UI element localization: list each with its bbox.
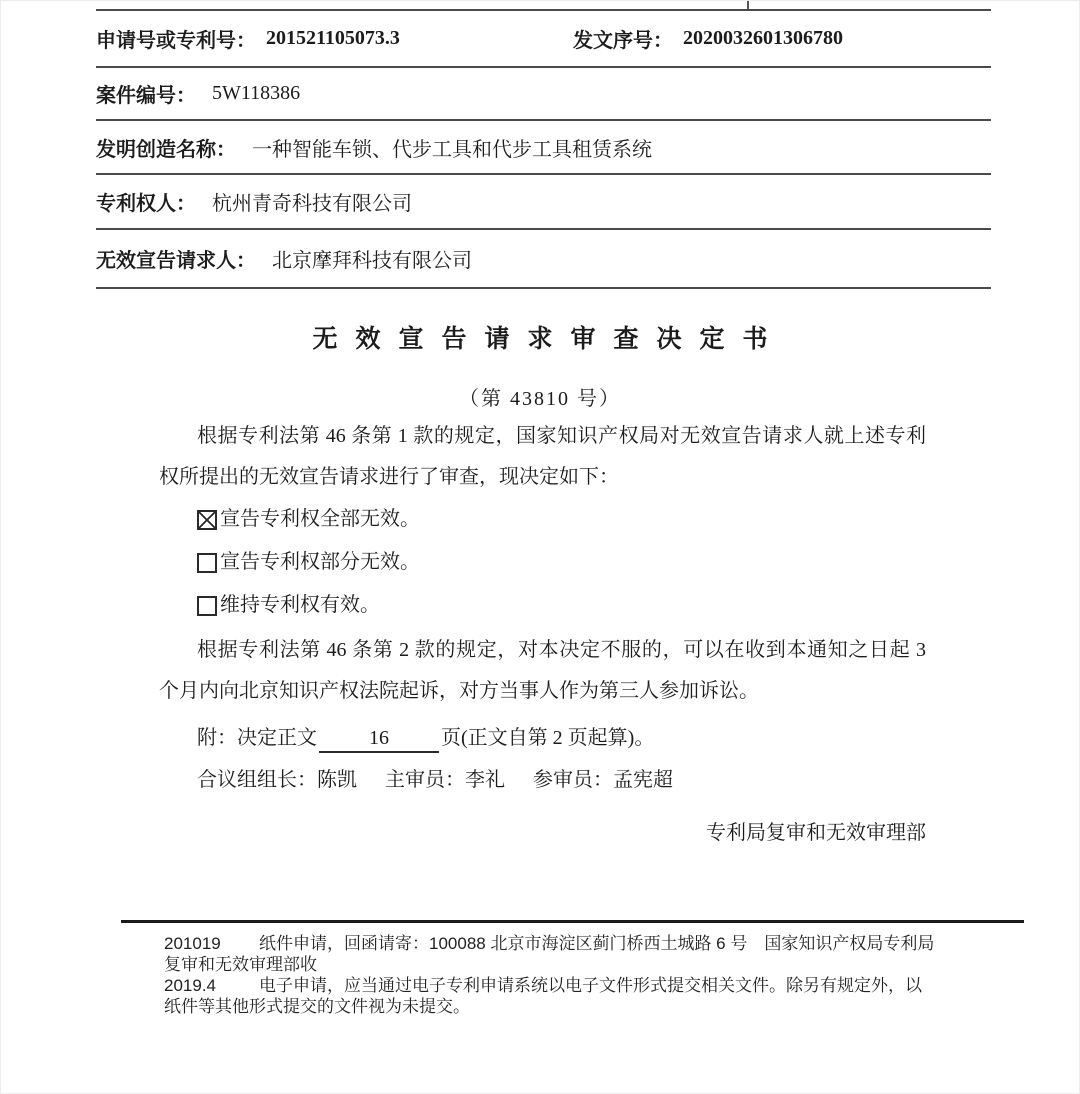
- option-checkbox: [197, 596, 217, 616]
- attachment-page-count: 16: [319, 725, 439, 753]
- header-row-patentee: [96, 175, 991, 230]
- panel-chief: 合议组组长：陈凯: [197, 769, 357, 791]
- document-title: 无效宣告请求审查决定书: [312, 326, 786, 353]
- header-row-application-number: [96, 11, 991, 68]
- footer-note-line: [164, 975, 1004, 996]
- case-number-value: 5W118386: [212, 82, 301, 104]
- footer-note-text: 纸件申请，回函请寄：100088 北京市海淀区蓟门桥西土城路 6 号 国家知识产权局专利局: [259, 934, 935, 953]
- attachment-prefix: 附：决定正文: [197, 727, 317, 749]
- document-body: [159, 416, 926, 854]
- footer-note-text: 纸件等其他形式提交的文件视为未提交。: [164, 997, 470, 1016]
- option-label: 维持专利权有效。: [220, 594, 380, 616]
- issuing-department-signature: 专利局复审和无效审理部: [706, 822, 926, 844]
- paragraph-decision-basis: 根据专利法第 46 条第 1 款的规定，国家知识产权局对无效宣告请求人就上述专利权所提出的无效宣告请求进行了审查，现决定如下：: [159, 425, 926, 488]
- invention-title-label: 发明创造名称：: [96, 138, 236, 161]
- petitioner-value: 北京摩拜科技有限公司: [272, 250, 472, 272]
- header-row-petitioner: [96, 230, 991, 289]
- petitioner-label: 无效宣告请求人：: [96, 250, 256, 272]
- decision-number: （第 43810 号）: [459, 388, 621, 410]
- attachment-line: [159, 717, 926, 760]
- footer-note-text: 复审和无效审理部收: [164, 955, 317, 974]
- patentee-value: 杭州青奇科技有限公司: [212, 193, 412, 215]
- decision-options-list: [159, 498, 926, 627]
- option-label: 宣告专利权全部无效。: [220, 508, 420, 530]
- footer-note-date: 2019.4: [164, 976, 216, 995]
- option-row: [197, 541, 926, 584]
- footer-note-electronic: [164, 975, 1004, 1017]
- footer-note-line: [164, 996, 1004, 1017]
- case-number-label: 案件编号：: [96, 85, 196, 107]
- footer-note-paper: [164, 933, 1004, 975]
- invention-title-value: 一种智能车锁、代步工具和代步工具租赁系统: [252, 138, 652, 161]
- footer-note-date: 201019: [164, 934, 221, 953]
- panel-examiner: 主审员：李礼: [385, 769, 505, 791]
- dispatch-number-pair: [573, 11, 843, 66]
- document-header-table: [96, 9, 991, 289]
- footer-note-line: [164, 954, 1004, 975]
- option-row: [197, 584, 926, 627]
- option-label: 宣告专利权部分无效。: [220, 551, 420, 573]
- option-row: [197, 498, 926, 541]
- dispatch-number-value: 2020032601306780: [683, 27, 843, 49]
- footer-note-text: 电子申请，应当通过电子专利申请系统以电子文件形式提交相关文件。除另有规定外，以: [259, 976, 922, 995]
- panel-members-line: [159, 760, 926, 801]
- attachment-suffix: 页(正文自第 2 页起算)。: [441, 727, 655, 749]
- footer-divider-rule: [121, 920, 1024, 923]
- header-row-invention-title: [96, 121, 991, 175]
- footer-notes: [164, 933, 1004, 1017]
- patentee-label: 专利权人：: [96, 193, 196, 215]
- application-number-value: 201521105073.3: [266, 27, 400, 49]
- option-checkbox: [197, 510, 217, 530]
- header-row-case-number: [96, 68, 991, 121]
- option-checkbox: [197, 553, 217, 573]
- paragraph-appeal-rights: 根据专利法第 46 条第 2 款的规定，对本决定不服的，可以在收到本通知之日起 3 个月内向北京知识产权法院起诉，对方当事人作为第三人参加诉讼。: [159, 639, 926, 702]
- panel-assistant: 参审员：孟宪超: [533, 769, 673, 791]
- footer-note-line: [164, 933, 1004, 954]
- application-number-label: 申请号或专利号：: [96, 30, 256, 52]
- dispatch-number-label: 发文序号：: [573, 30, 673, 52]
